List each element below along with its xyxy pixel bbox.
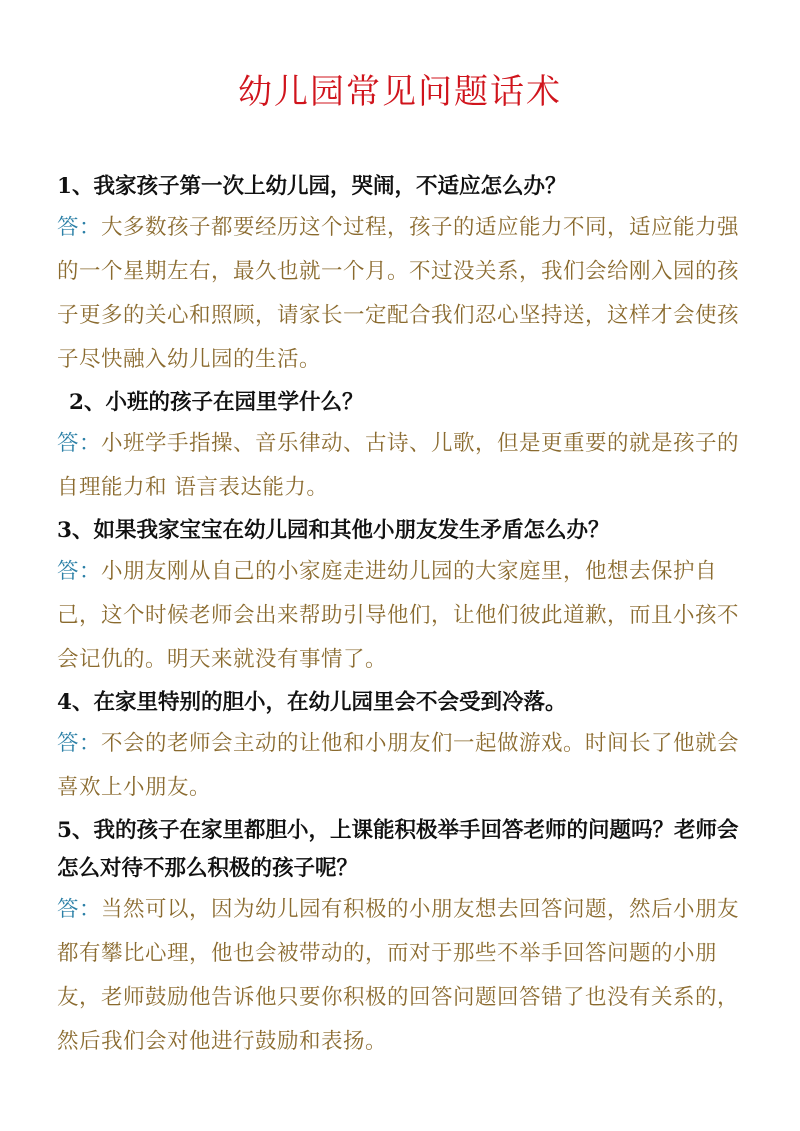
answer-label: 答： — [57, 731, 102, 756]
question-3: 3、如果我家宝宝在幼儿园和其他小朋友发生矛盾怎么办？ — [57, 518, 610, 543]
answer-1 — [57, 206, 757, 382]
answer-4 — [57, 722, 757, 810]
faq-item-4 — [57, 684, 757, 810]
answer-5 — [57, 888, 757, 1064]
answer-text: 当然可以，因为幼儿园有积极的小朋友想去回答问题，然后小朋友都有攀比心理，他也会被带动的，而对于那些不举手回答问题的小朋友，老师鼓励他告诉他只要你积极的回答问题回答错了也没有关系的，然后我们会对他进行鼓励和表扬。 — [57, 897, 740, 1054]
page-title: 幼儿园常见问题话术 — [238, 72, 562, 112]
answer-2 — [57, 422, 757, 510]
answer-label: 答： — [57, 559, 102, 584]
answer-text: 不会的老师会主动的让他和小朋友们一起做游戏。时间长了他就会喜欢上小朋友。 — [57, 731, 740, 800]
answer-label: 答： — [57, 897, 102, 922]
question-1: 1、我家孩子第一次上幼儿园，哭闹，不适应怎么办？ — [57, 174, 567, 199]
question-5: 5、我的孩子在家里都胆小，上课能积极举手回答老师的问题吗？老师会怎么对待不那么积极的孩子呢？ — [57, 818, 739, 881]
answer-text: 小班学手指操、音乐律动、古诗、儿歌，但是更重要的就是孩子的自理能力和 语言表达能力。 — [57, 431, 740, 500]
answer-3 — [57, 550, 757, 682]
answer-label: 答： — [57, 215, 102, 240]
faq-item-1 — [57, 168, 757, 382]
faq-item-2 — [57, 384, 757, 510]
answer-text: 小朋友刚从自己的小家庭走进幼儿园的大家庭里，他想去保护自己，这个时候老师会出来帮助引导他们，让他们彼此道歉，而且小孩不会记仇的。明天来就没有事情了。 — [57, 559, 740, 672]
answer-text: 大多数孩子都要经历这个过程，孩子的适应能力不同，适应能力强的一个星期左右，最久也就一个月。不过没关系，我们会给刚入园的孩子更多的关心和照顾，请家长一定配合我们忍心坚持送，这样才会使孩子尽快融入幼儿园的生活。 — [57, 215, 740, 372]
faq-list — [57, 168, 757, 1066]
faq-item-3 — [57, 512, 757, 682]
question-4: 4、在家里特别的胆小，在幼儿园里会不会受到冷落。 — [57, 690, 567, 715]
answer-label: 答： — [57, 431, 102, 456]
question-2: 2、小班的孩子在园里学什么？ — [69, 390, 364, 415]
faq-item-5 — [57, 812, 757, 1064]
